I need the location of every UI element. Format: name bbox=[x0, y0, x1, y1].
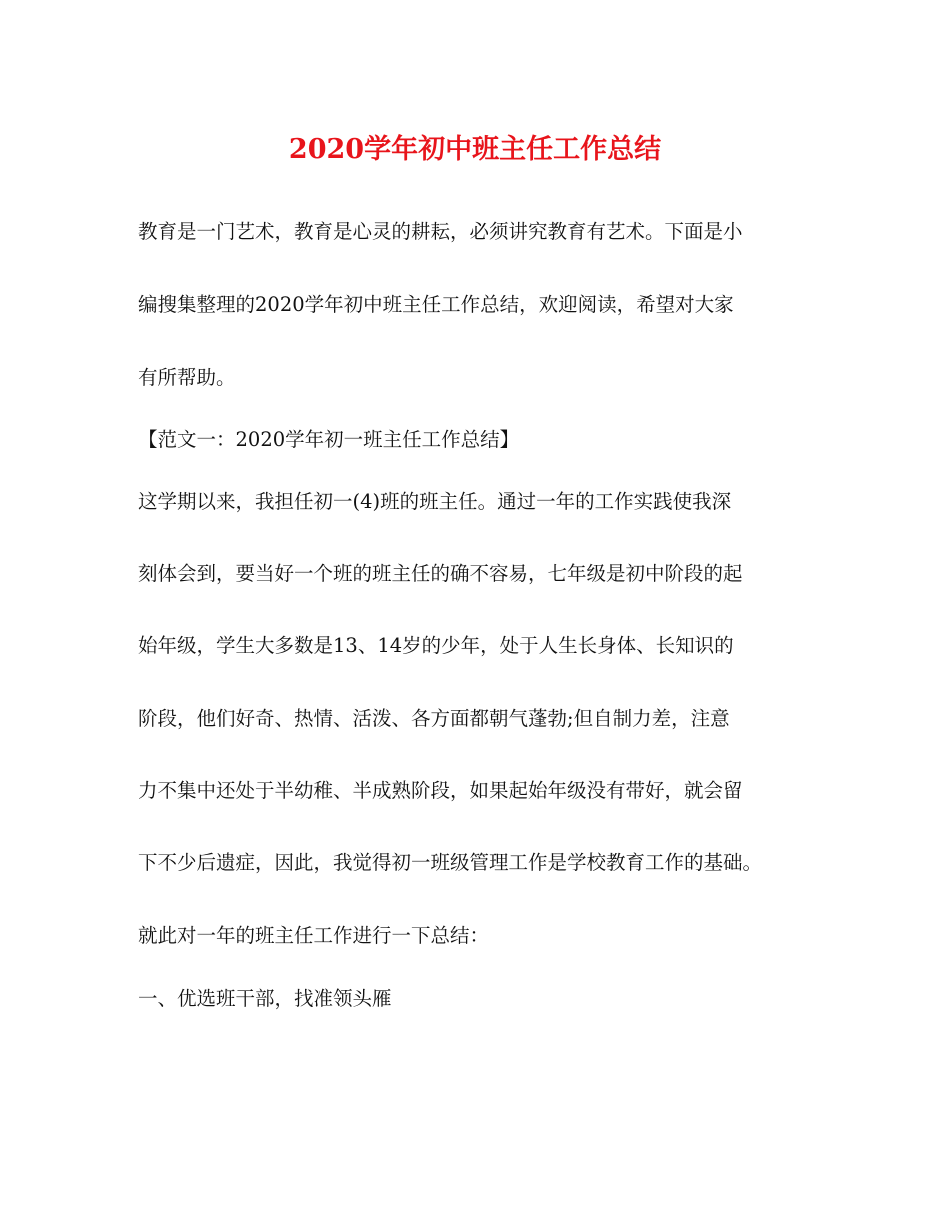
page-title: 2020学年初中班主任工作总结 bbox=[288, 134, 662, 165]
body-line-2: 刻体会到，要当好一个班的班主任的确不容易，七年级是初中阶段的起 bbox=[138, 562, 743, 585]
body-line-7: 就此对一年的班主任工作进行一下总结： bbox=[138, 924, 490, 947]
body-line-3: 始年级，学生大多数是13、14岁的少年，处于人生长身体、长知识的 bbox=[138, 634, 734, 657]
body-line-4: 阶段，他们好奇、热情、活泼、各方面都朝气蓬勃;但自制力差，注意 bbox=[138, 707, 730, 730]
body-line-5: 力不集中还处于半幼稚、半成熟阶段，如果起始年级没有带好，就会留 bbox=[138, 779, 743, 802]
section-heading: 【范文一：2020学年初一班主任工作总结】 bbox=[138, 428, 520, 451]
intro-line-3: 有所帮助。 bbox=[138, 366, 236, 389]
body-line-1: 这学期以来，我担任初一(4)班的班主任。通过一年的工作实践使我深 bbox=[138, 490, 732, 513]
body-line-6: 下不少后遗症，因此，我觉得初一班级管理工作是学校教育工作的基础。 bbox=[138, 851, 763, 874]
subsection-heading: 一、优选班干部，找准领头雁 bbox=[138, 987, 392, 1010]
intro-line-2: 编搜集整理的2020学年初中班主任工作总结，欢迎阅读，希望对大家 bbox=[138, 293, 734, 316]
intro-line-1: 教育是一门艺术，教育是心灵的耕耘，必须讲究教育有艺术。下面是小 bbox=[138, 220, 743, 243]
